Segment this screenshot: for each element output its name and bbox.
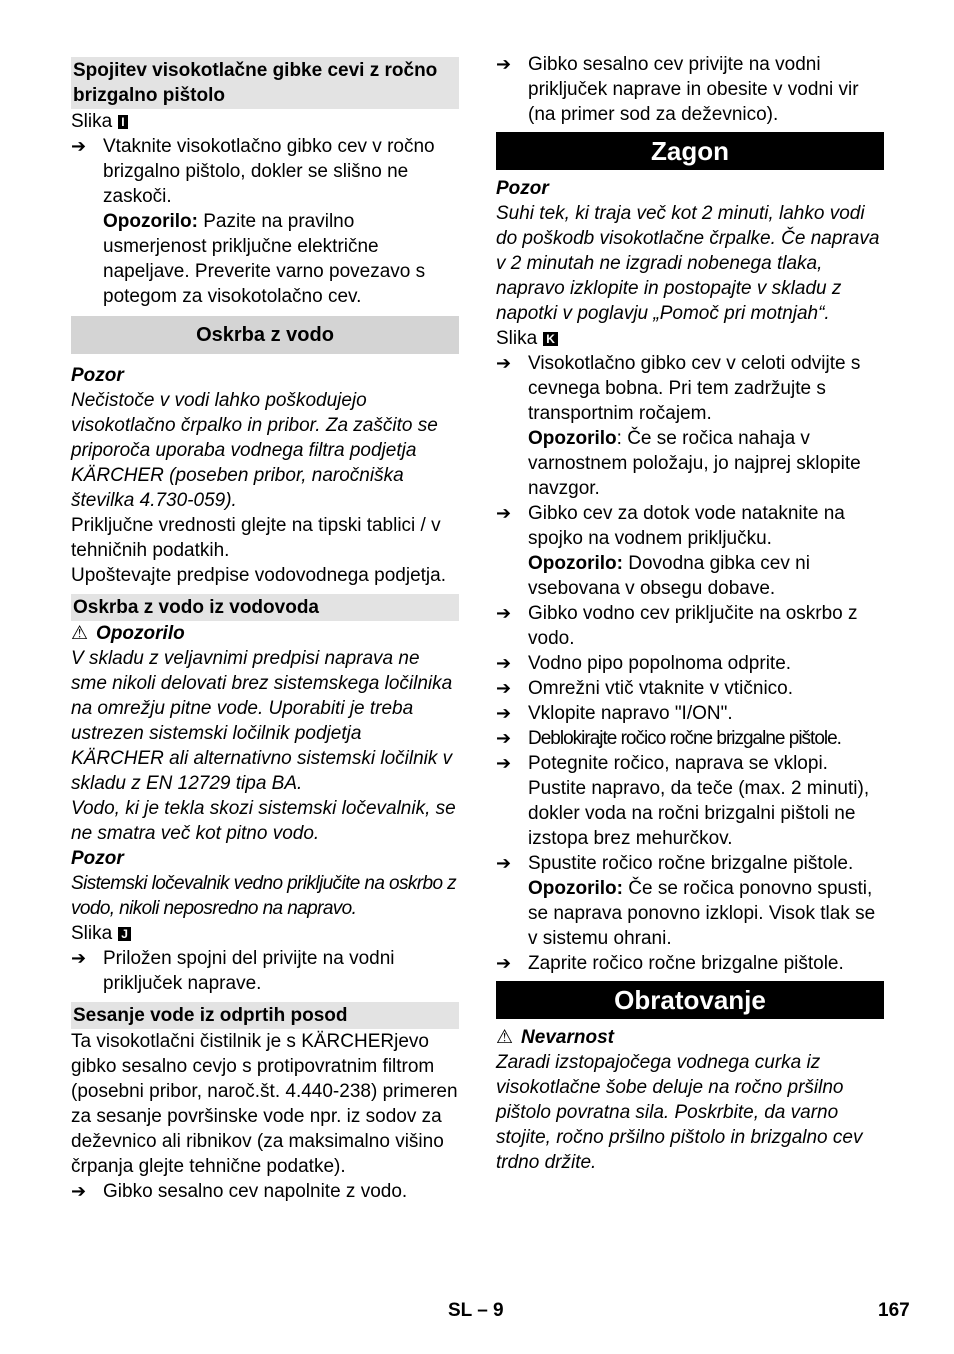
caution-text: Sistemski ločevalnik vedno priključite na oskrbo z vodo, nikoli neposredno na napravo.: [71, 873, 457, 919]
list-item: ➔ Spustite ročico ročne brizgalne pištole. Opozorilo: Če se ročica ponovno spusti, se naprava ponovno izklopi. Visok tlak se v sistemu ohrani.: [496, 853, 876, 949]
list-item: ➔ Omrežni vtič vtaknite v vtičnico.: [496, 678, 794, 699]
section-heading: Spojitev visokotlačne gibke cevi z ročno brizgalno pištolo: [71, 57, 459, 109]
arrow-right-icon: ➔: [496, 653, 512, 673]
figure-badge: J: [118, 927, 131, 941]
warning-triangle-icon: ⚠: [496, 1027, 514, 1048]
danger-label: ⚠ Nevarnost: [496, 1027, 614, 1048]
paragraph: Priključne vrednosti glejte na tipski tablici / v tehničnih podatkih.: [71, 515, 441, 561]
list-item: ➔ Potegnite ročico, naprava se vklopi. Pustite napravo, da teče (max. 2 minuti), dokler voda na ročni brizgalni pištoli ne izstopa brez mehurčkov.: [496, 753, 870, 849]
list-item: ➔ Gibko cev za dotok vode nataknite na spojko na vodnem priključku. Opozorilo: Dovodna gibka cev ni vsebovana v obsegu dobave.: [496, 503, 845, 599]
warning-triangle-icon: ⚠: [71, 623, 89, 644]
arrow-right-icon: ➔: [71, 948, 87, 968]
chapter-heading: Obratovanje: [496, 981, 884, 1019]
figure-badge: K: [543, 332, 558, 346]
left-column: [71, 57, 459, 1204]
figure-ref: Slika I: [71, 109, 459, 134]
list-item: ➔ Zaprite ročico ročne brizgalne pištole.: [496, 953, 844, 974]
caution-label: Pozor: [71, 365, 124, 386]
list-item: ➔ Priložen spojni del privijte na vodni priključek naprave.: [71, 948, 395, 994]
figure-badge: I: [118, 115, 127, 129]
right-column: [496, 52, 884, 1175]
caution-text: Suhi tek, ki traja več kot 2 minuti, lahko vodi do poškodb visokotlačne črpalke. Če naprava v 2 minutah ne izgradi nobenega tlaka, napravo izklopite in postopajte v skladu z napotki v poglavju „Pomoč pri motnjah“.: [496, 203, 880, 324]
caution-label: Pozor: [496, 178, 549, 199]
warning-text: V skladu z veljavnimi predpisi naprava ne sme nikoli delovati brez sistemskega ločilnika na omrežju pitne vode. Uporabiti je treba ustrezen sistemski ločilnik podjetja KÄRCHER ali alternativno sistemski ločilnik v skladu z EN 12729 tipa BA.: [71, 648, 453, 794]
section-heading: Sesanje vode iz odprtih posod: [71, 1002, 459, 1029]
paragraph: Ta visokotlačni čistilnik je s KÄRCHERjevo gibko sesalno cevjo s protipovratnim filtrom (posebni pribor, naroč.št. 4.440-238) primeren za sesanje površinske vode npr. iz sodov za deževnico ali ribnikov (za maksimalno višino črpanja glejte tehnične podatke).: [71, 1031, 458, 1177]
section-heading: Oskrba z vodo iz vodovoda: [71, 594, 459, 621]
figure-ref: Slika K: [496, 326, 884, 351]
arrow-right-icon: ➔: [71, 1181, 87, 1201]
arrow-right-icon: ➔: [496, 353, 512, 373]
arrow-right-icon: ➔: [496, 54, 512, 74]
list-item: ➔ Vklopite napravo "I/ON".: [496, 703, 733, 724]
warning-label: ⚠ Opozorilo: [71, 623, 185, 644]
arrow-right-icon: ➔: [496, 753, 512, 773]
danger-text: Zaradi izstopajočega vodnega curka iz visokotlačne šobe deluje na ročno pršilno pištolo povratna sila. Poskrbite, da varno stojite, ročno pršilno pištolo in brizgalno cev trdno držite.: [496, 1052, 863, 1173]
list-item: ➔ Gibko sesalno cev privijte na vodni priključek naprave in obesite v vodni vir (na primer sod za deževnico).: [496, 54, 859, 125]
list-item: ➔ Deblokirajte ročico ročne brizgalne pištole.: [496, 728, 841, 749]
list-item: ➔ Gibko vodno cev priključite na oskrbo z vodo.: [496, 603, 858, 649]
figure-ref: Slika J: [71, 921, 459, 946]
list-item: ➔ Vodno pipo popolnoma odprite.: [496, 653, 792, 674]
caution-text: Nečistoče v vodi lahko poškodujejo visokotlačno črpalko in pribor. Za zaščito se priporoča uporaba vodnega filtra podjetja KÄRCHER (poseben pribor, naročniška številka 4.730-059).: [71, 390, 438, 511]
arrow-right-icon: ➔: [496, 728, 511, 748]
arrow-right-icon: ➔: [496, 703, 512, 723]
caution-label: Pozor: [71, 848, 124, 869]
list-item: ➔ Gibko sesalno cev napolnite z vodo.: [71, 1181, 408, 1202]
arrow-right-icon: ➔: [496, 678, 512, 698]
arrow-right-icon: ➔: [496, 853, 512, 873]
warning-text: Vodo, ki je tekla skozi sistemski ločevalnik, se ne smatra več kot pitno vodo.: [71, 798, 456, 844]
chapter-heading: Zagon: [496, 132, 884, 170]
list-item: ➔ Visokotlačno gibko cev v celoti odvijte s cevnega bobna. Pri tem zadržujte s transportnim ročajem. Opozorilo: Če se ročica nahaja v varnostnem položaju, jo najprej sklopite navzgor.: [496, 353, 861, 499]
arrow-right-icon: ➔: [496, 953, 512, 973]
page-number: 167: [878, 1300, 910, 1321]
arrow-right-icon: ➔: [496, 603, 512, 623]
paragraph: Upoštevajte predpise vodovodnega podjetja.: [71, 565, 446, 586]
list-item: ➔ Vtaknite visokotlačno gibko cev v ročno brizgalno pištolo, dokler se slišno ne zaskoči. Opozorilo: Pazite na pravilno usmerjenost priključne električne napeljave. Preverite varno povezavo s potegom za visokotolačno cev.: [71, 136, 435, 307]
footer-language-page: SL – 9: [448, 1300, 504, 1321]
arrow-right-icon: ➔: [496, 503, 512, 523]
arrow-right-icon: ➔: [71, 136, 87, 156]
section-heading: Oskrba z vodo: [71, 316, 459, 354]
